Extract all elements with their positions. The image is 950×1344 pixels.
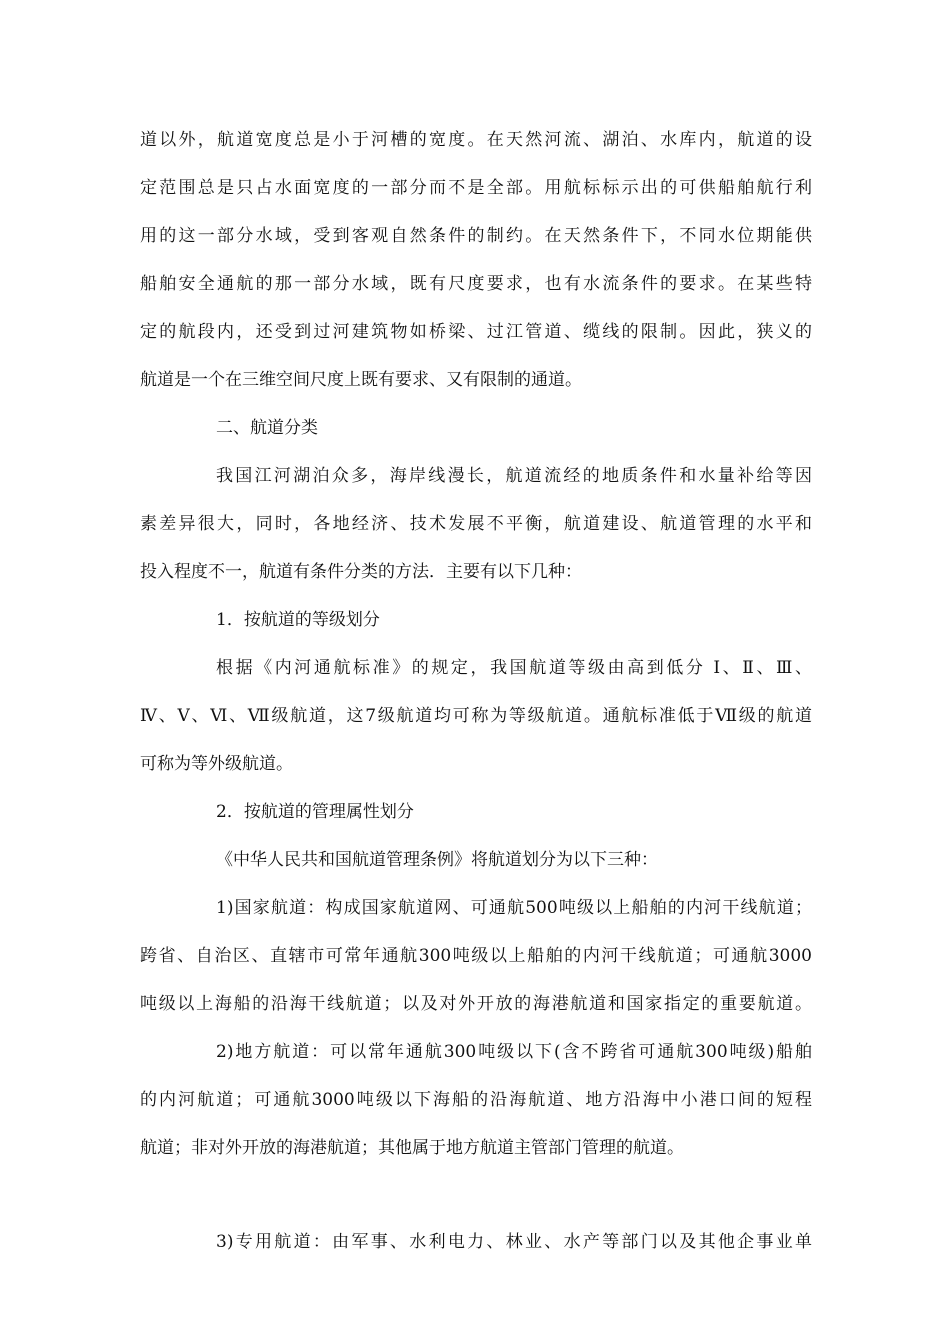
paragraph-line: 用的这一部分水域，受到客观自然条件的制约。在天然条件下，不同水位期能供	[140, 226, 812, 246]
paragraph-line: 道以外，航道宽度总是小于河槽的宽度。在天然河流、湖泊、水库内，航道的设	[140, 130, 812, 150]
paragraph-line: 航道是一个在三维空间尺度上既有要求、又有限制的通道。	[140, 370, 582, 390]
list-item-line: 2)地方航道：可以常年通航300吨级以下(含不跨省可通航300吨级)船舶	[216, 1042, 812, 1062]
paragraph-line: 定范围总是只占水面宽度的一部分而不是全部。用航标标示出的可供船舶航行利	[140, 178, 812, 198]
paragraph-line: 素差异很大，同时，各地经济、技术发展不平衡，航道建设、航道管理的水平和	[140, 514, 812, 534]
list-item-line: 吨级以上海船的沿海干线航道；以及对外开放的海港航道和国家指定的重要航道。	[140, 994, 812, 1014]
list-item-line: 跨省、自治区、直辖市可常年通航300吨级以上船舶的内河干线航道；可通航3000	[140, 946, 812, 966]
subsection-heading: 2．按航道的管理属性划分	[216, 802, 414, 822]
section-heading: 二、航道分类	[216, 418, 318, 438]
list-item-line: 1)国家航道：构成国家航道网、可通航500吨级以上船舶的内河干线航道；	[216, 898, 812, 918]
paragraph-line: Ⅳ、Ⅴ、Ⅵ、Ⅶ级航道，这7级航道均可称为等级航道。通航标准低于Ⅶ级的航道	[140, 706, 812, 726]
paragraph-line: 《中华人民共和国航道管理条例》将航道划分为以下三种：	[216, 850, 658, 870]
paragraph-line: 可称为等外级航道。	[140, 754, 293, 774]
list-item-line: 航道；非对外开放的海港航道；其他属于地方航道主管部门管理的航道。	[140, 1138, 684, 1158]
list-item-line: 3)专用航道：由军事、水利电力、林业、水产等部门以及其他企事业单	[216, 1232, 812, 1252]
paragraph-line: 投入程度不一，航道有条件分类的方法．主要有以下几种：	[140, 562, 582, 582]
paragraph-line: 根据《内河通航标准》的规定，我国航道等级由高到低分 Ⅰ、Ⅱ、Ⅲ、	[216, 658, 812, 678]
subsection-heading: 1．按航道的等级划分	[216, 610, 380, 630]
list-item-line: 的内河航道；可通航3000吨级以下海船的沿海航道、地方沿海中小港口间的短程	[140, 1090, 812, 1110]
paragraph-line: 定的航段内，还受到过河建筑物如桥梁、过江管道、缆线的限制。因此，狭义的	[140, 322, 812, 342]
paragraph-line: 我国江河湖泊众多，海岸线漫长，航道流经的地质条件和水量补给等因	[216, 466, 812, 486]
paragraph-line: 船舶安全通航的那一部分水域，既有尺度要求，也有水流条件的要求。在某些特	[140, 274, 812, 294]
